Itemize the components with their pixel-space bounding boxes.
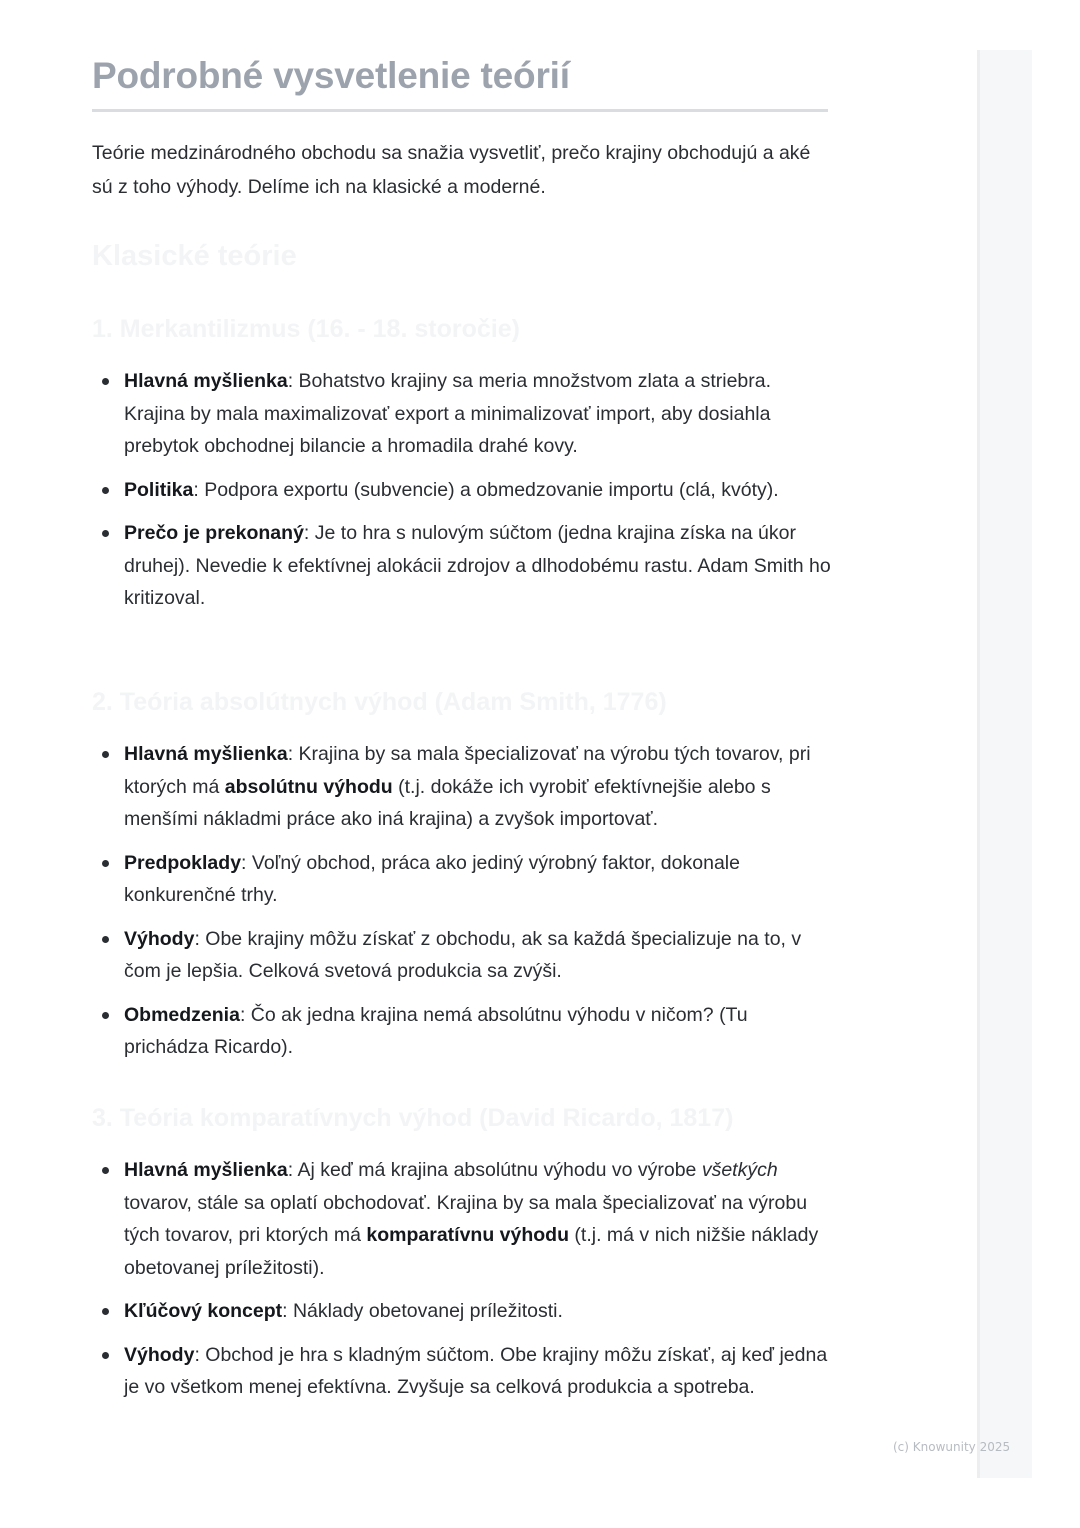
item-text: : Obe krajiny môžu získať z obchodu, ak sa každá špecializuje na to, v čom je lepšia. Celková svetová produkcia sa zvýši. [124, 927, 802, 982]
item-text: : Obchod je hra s kladným súčtom. Obe krajiny môžu získať, aj keď jedna je vo všetkom menej efektívna. Zvyšuje sa celková produkcia a spotreba. [124, 1343, 828, 1398]
item-label: Predpoklady [124, 851, 242, 874]
list-item [92, 1154, 832, 1284]
item-text: : Voľný obchod, práca ako jediný výrobný faktor, dokonale konkurenčné trhy. [124, 851, 740, 906]
item-text: : Náklady obetovanej príležitosti. [282, 1300, 563, 1322]
list-item [92, 923, 832, 988]
bullet-icon [102, 530, 109, 537]
item-text: (t.j. dokáže ich vyrobiť efektívnejšie alebo s menšími nákladmi práce ako iná krajina) a zvyšok importovať. [124, 775, 771, 830]
theory2-list [92, 738, 832, 1075]
list-item [92, 1295, 832, 1328]
list-item [92, 474, 832, 507]
theory3-heading: 3. Teória komparatívnych výhod (David Ricardo, 1817) [92, 1104, 734, 1132]
list-item [92, 1339, 832, 1404]
item-label: Výhody [124, 927, 195, 950]
item-text: (t.j. má v nich nižšie náklady obetovanej príležitosti). [124, 1224, 819, 1279]
item-label: Politika [124, 478, 194, 501]
bullet-icon [102, 1012, 109, 1019]
bullet-icon [102, 936, 109, 943]
item-label: Prečo je prekonaný [124, 522, 304, 544]
item-text: : Krajina by sa mala špecializovať na výrobu tých tovarov, pri ktorých má [124, 743, 811, 798]
list-item [92, 847, 832, 912]
item-italic: všetkých [701, 1159, 778, 1181]
page-title: Podrobné vysvetlenie teórií [92, 55, 570, 96]
item-label: Výhody [124, 1343, 195, 1366]
bullet-icon [102, 1308, 109, 1315]
bullet-icon [102, 487, 109, 494]
list-item [92, 365, 832, 463]
copyright-footer: (c) Knowunity 2025 [893, 1440, 1011, 1454]
intro-paragraph: Teórie medzinárodného obchodu sa snažia vysvetliť, prečo krajiny obchodujú a aké sú z toho výhody. Delíme ich na klasické a moderné. [92, 142, 811, 198]
item-text: : Podpora exportu (subvencie) a obmedzovanie importu (clá, kvóty). [193, 478, 779, 501]
bullet-icon [102, 1167, 109, 1174]
item-label: Obmedzenia [124, 1003, 240, 1026]
theory1-list [92, 365, 832, 626]
theory2-heading: 2. Teória absolútnych výhod (Adam Smith, 1776) [92, 688, 667, 716]
item-text: : Bohatstvo krajiny sa meria množstvom zlata a striebra. Krajina by mala maximalizovať export a minimalizovať import, aby dosiahla prebytok obchodnej bilancie a hromadila drahé kovy. [124, 370, 772, 457]
list-item [92, 738, 832, 836]
item-text: : Čo ak jedna krajina nemá absolútnu výhodu v ničom? (Tu prichádza Ricardo). [124, 1003, 748, 1058]
list-item [92, 517, 832, 615]
list-item [92, 999, 832, 1064]
section-heading-classic: Klasické teórie [92, 240, 297, 272]
bullet-icon [102, 378, 109, 385]
item-label: Hlavná myšlienka [124, 1159, 288, 1181]
item-text: : Je to hra s nulovým súčtom (jedna krajina získa na úkor druhej). Nevedie k efektívnej alokácii zdrojov a dlhodobému rastu. Adam Smith ho kritizoval. [124, 522, 831, 609]
item-text: : Aj keď má krajina absolútnu výhodu vo výrobe [287, 1159, 702, 1181]
theory1-heading: 1. Merkantilizmus (16. - 18. storočie) [92, 315, 520, 343]
bullet-icon [102, 860, 109, 867]
item-text: tovarov, stále sa oplatí obchodovať. Krajina by sa mala špecializovať na výrobu tých tovarov, pri ktorých má [124, 1191, 808, 1246]
right-sidebar-panel [977, 50, 1032, 1478]
item-label: Hlavná myšlienka [124, 370, 288, 392]
item-emphasis: komparatívnu výhodu [366, 1224, 570, 1246]
item-label: Hlavná myšlienka [124, 743, 288, 765]
item-emphasis: absolútnu výhodu [224, 775, 393, 798]
item-label: Kľúčový koncept [124, 1300, 283, 1322]
title-divider [92, 109, 828, 112]
bullet-icon [102, 751, 109, 758]
bullet-icon [102, 1352, 109, 1359]
theory3-list [92, 1154, 832, 1415]
